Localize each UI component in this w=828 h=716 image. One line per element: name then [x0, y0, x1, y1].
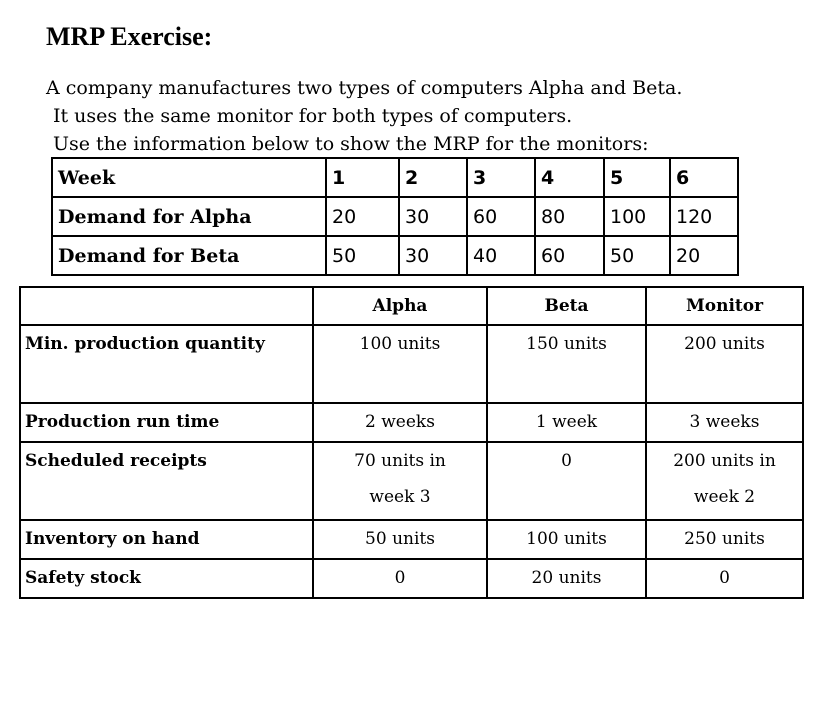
- production-cell: [646, 403, 803, 442]
- demand-header-row: [52, 158, 738, 197]
- cell-text: 200 units: [684, 334, 765, 354]
- table-row: [20, 325, 803, 403]
- demand-cell: 60: [535, 236, 604, 275]
- cell-text: 20 units: [531, 568, 602, 588]
- production-cell: [313, 403, 487, 442]
- production-cell: [313, 442, 487, 520]
- demand-header-cell: 3: [467, 158, 535, 197]
- demand-header-cell: 1: [326, 158, 399, 197]
- demand-cell: 100: [604, 197, 670, 236]
- cell-text: 3 weeks: [689, 412, 760, 432]
- table-row: [20, 403, 803, 442]
- production-cell: [313, 520, 487, 559]
- production-cell: [313, 559, 487, 598]
- cell-text: 2 weeks: [365, 412, 435, 432]
- intro-line: A company manufactures two types of computers Alpha and Beta.: [46, 77, 683, 99]
- production-header-row: [20, 287, 803, 325]
- demand-cell: 120: [670, 197, 738, 236]
- demand-table: [51, 157, 739, 276]
- table-row: [20, 442, 803, 520]
- intro-line: It uses the same monitor for both types of computers.: [53, 105, 573, 127]
- page-title: MRP Exercise:: [46, 22, 213, 51]
- table-row: [20, 520, 803, 559]
- production-cell: [646, 559, 803, 598]
- production-header-cell: Alpha: [313, 287, 487, 325]
- row-label: Scheduled receipts: [20, 442, 313, 520]
- production-cell: [646, 442, 803, 520]
- row-label: Min. production quantity: [20, 325, 313, 403]
- table-row: [20, 559, 803, 598]
- cell-text: 70 units in: [354, 451, 446, 471]
- cell-text: 0: [719, 568, 730, 588]
- cell-text: 200 units in: [673, 451, 776, 471]
- demand-cell: 20: [326, 197, 399, 236]
- row-label: Demand for Alpha: [52, 197, 326, 236]
- production-table: [19, 286, 804, 599]
- production-header-cell: Beta: [487, 287, 646, 325]
- production-cell: [487, 325, 646, 403]
- cell-text: 50 units: [365, 529, 435, 549]
- production-header-cell: [20, 287, 313, 325]
- demand-header-cell: 4: [535, 158, 604, 197]
- cell-text: 100 units: [359, 334, 441, 354]
- demand-header-cell: 5: [604, 158, 670, 197]
- production-cell: [487, 520, 646, 559]
- cell-text: 1 week: [535, 412, 598, 432]
- demand-header-cell: 2: [399, 158, 467, 197]
- production-cell: [487, 403, 646, 442]
- intro-line: Use the information below to show the MRP for the monitors:: [53, 133, 649, 155]
- demand-cell: 50: [604, 236, 670, 275]
- cell-text: week 3: [369, 487, 431, 507]
- demand-header-cell: Week: [52, 158, 326, 197]
- cell-text: 0: [394, 568, 406, 588]
- table-row: [52, 236, 738, 275]
- demand-header-cell: 6: [670, 158, 738, 197]
- demand-cell: 40: [467, 236, 535, 275]
- demand-cell: 30: [399, 197, 467, 236]
- table-row: [52, 197, 738, 236]
- cell-text: 100 units: [526, 529, 607, 549]
- demand-cell: 50: [326, 236, 399, 275]
- production-cell: [487, 442, 646, 520]
- row-label: Production run time: [20, 403, 313, 442]
- production-cell: [313, 325, 487, 403]
- demand-cell: 30: [399, 236, 467, 275]
- production-cell: [487, 559, 646, 598]
- cell-text: 150 units: [526, 334, 607, 354]
- cell-text: 250 units: [684, 529, 765, 549]
- production-cell: [646, 520, 803, 559]
- demand-cell: 20: [670, 236, 738, 275]
- intro-paragraph: [46, 74, 682, 158]
- cell-text: week 2: [693, 487, 756, 507]
- row-label: Demand for Beta: [52, 236, 326, 275]
- demand-cell: 80: [535, 197, 604, 236]
- cell-text: 0: [561, 451, 572, 471]
- row-label: Safety stock: [20, 559, 313, 598]
- production-header-cell: Monitor: [646, 287, 803, 325]
- production-cell: [646, 325, 803, 403]
- row-label: Inventory on hand: [20, 520, 313, 559]
- demand-cell: 60: [467, 197, 535, 236]
